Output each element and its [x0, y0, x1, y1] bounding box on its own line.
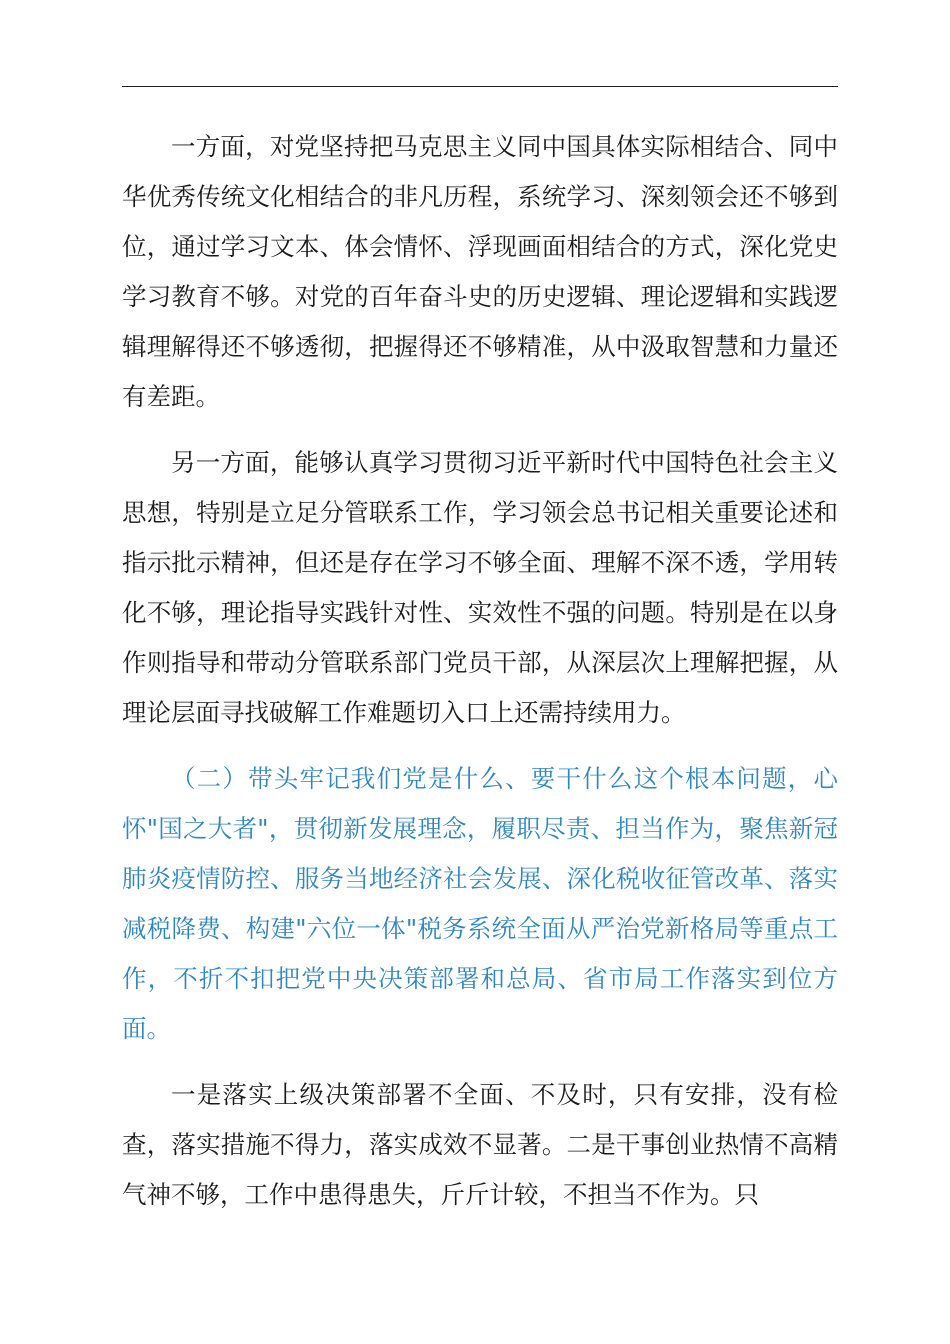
paragraph-other-aspect: 另一方面，能够认真学习贯彻习近平新时代中国特色社会主义思想，特别是立足分管联系工作，学习领会总书记相关重要论述和指示批示精神，但还是存在学习不够全面、理解不深不透，学用转化不够，理论指导实践针对性、实效性不强的问题。特别是在以身作则指导和带动分管联系部门党员干部，从深层次上理解把握，从理论层面寻找破解工作难题切入口上还需持续用力。 — [122, 448, 838, 727]
paragraph-one-aspect: 一方面，对党坚持把马克思主义同中国具体实际相结合、同中华优秀传统文化相结合的非凡历程，系统学习、深刻领会还不够到位，通过学习文本、体会情怀、浮现画面相结合的方式，深化党史学习教育不够。对党的百年奋斗史的历史逻辑、理论逻辑和实践逻辑理解得还不够透彻，把握得还不够精准，从中汲取智慧和力量还有差距。 — [122, 132, 838, 411]
paragraph-implementation-issues: 一是落实上级决策部署不全面、不及时，只有安排，没有检查，落实措施不得力，落实成效不显著。二是干事创业热情不高精气神不够，工作中患得患失，斤斤计较，不担当不作为。只 — [122, 1080, 838, 1209]
header-rule — [122, 86, 838, 87]
section-heading-two: （二）带头牢记我们党是什么、要干什么这个根本问题，心怀"国之大者"，贯彻新发展理念，履职尽责、担当作为，聚焦新冠肺炎疫情防控、服务当地经济社会发展、深化税收征管改革、落实减税降费、构建"六位一体"税务系统全面从严治党新格局等重点工作，不折不扣把党中央决策部署和总局、省市局工作落实到位方面。 — [122, 764, 838, 1043]
document-body — [122, 122, 838, 1220]
